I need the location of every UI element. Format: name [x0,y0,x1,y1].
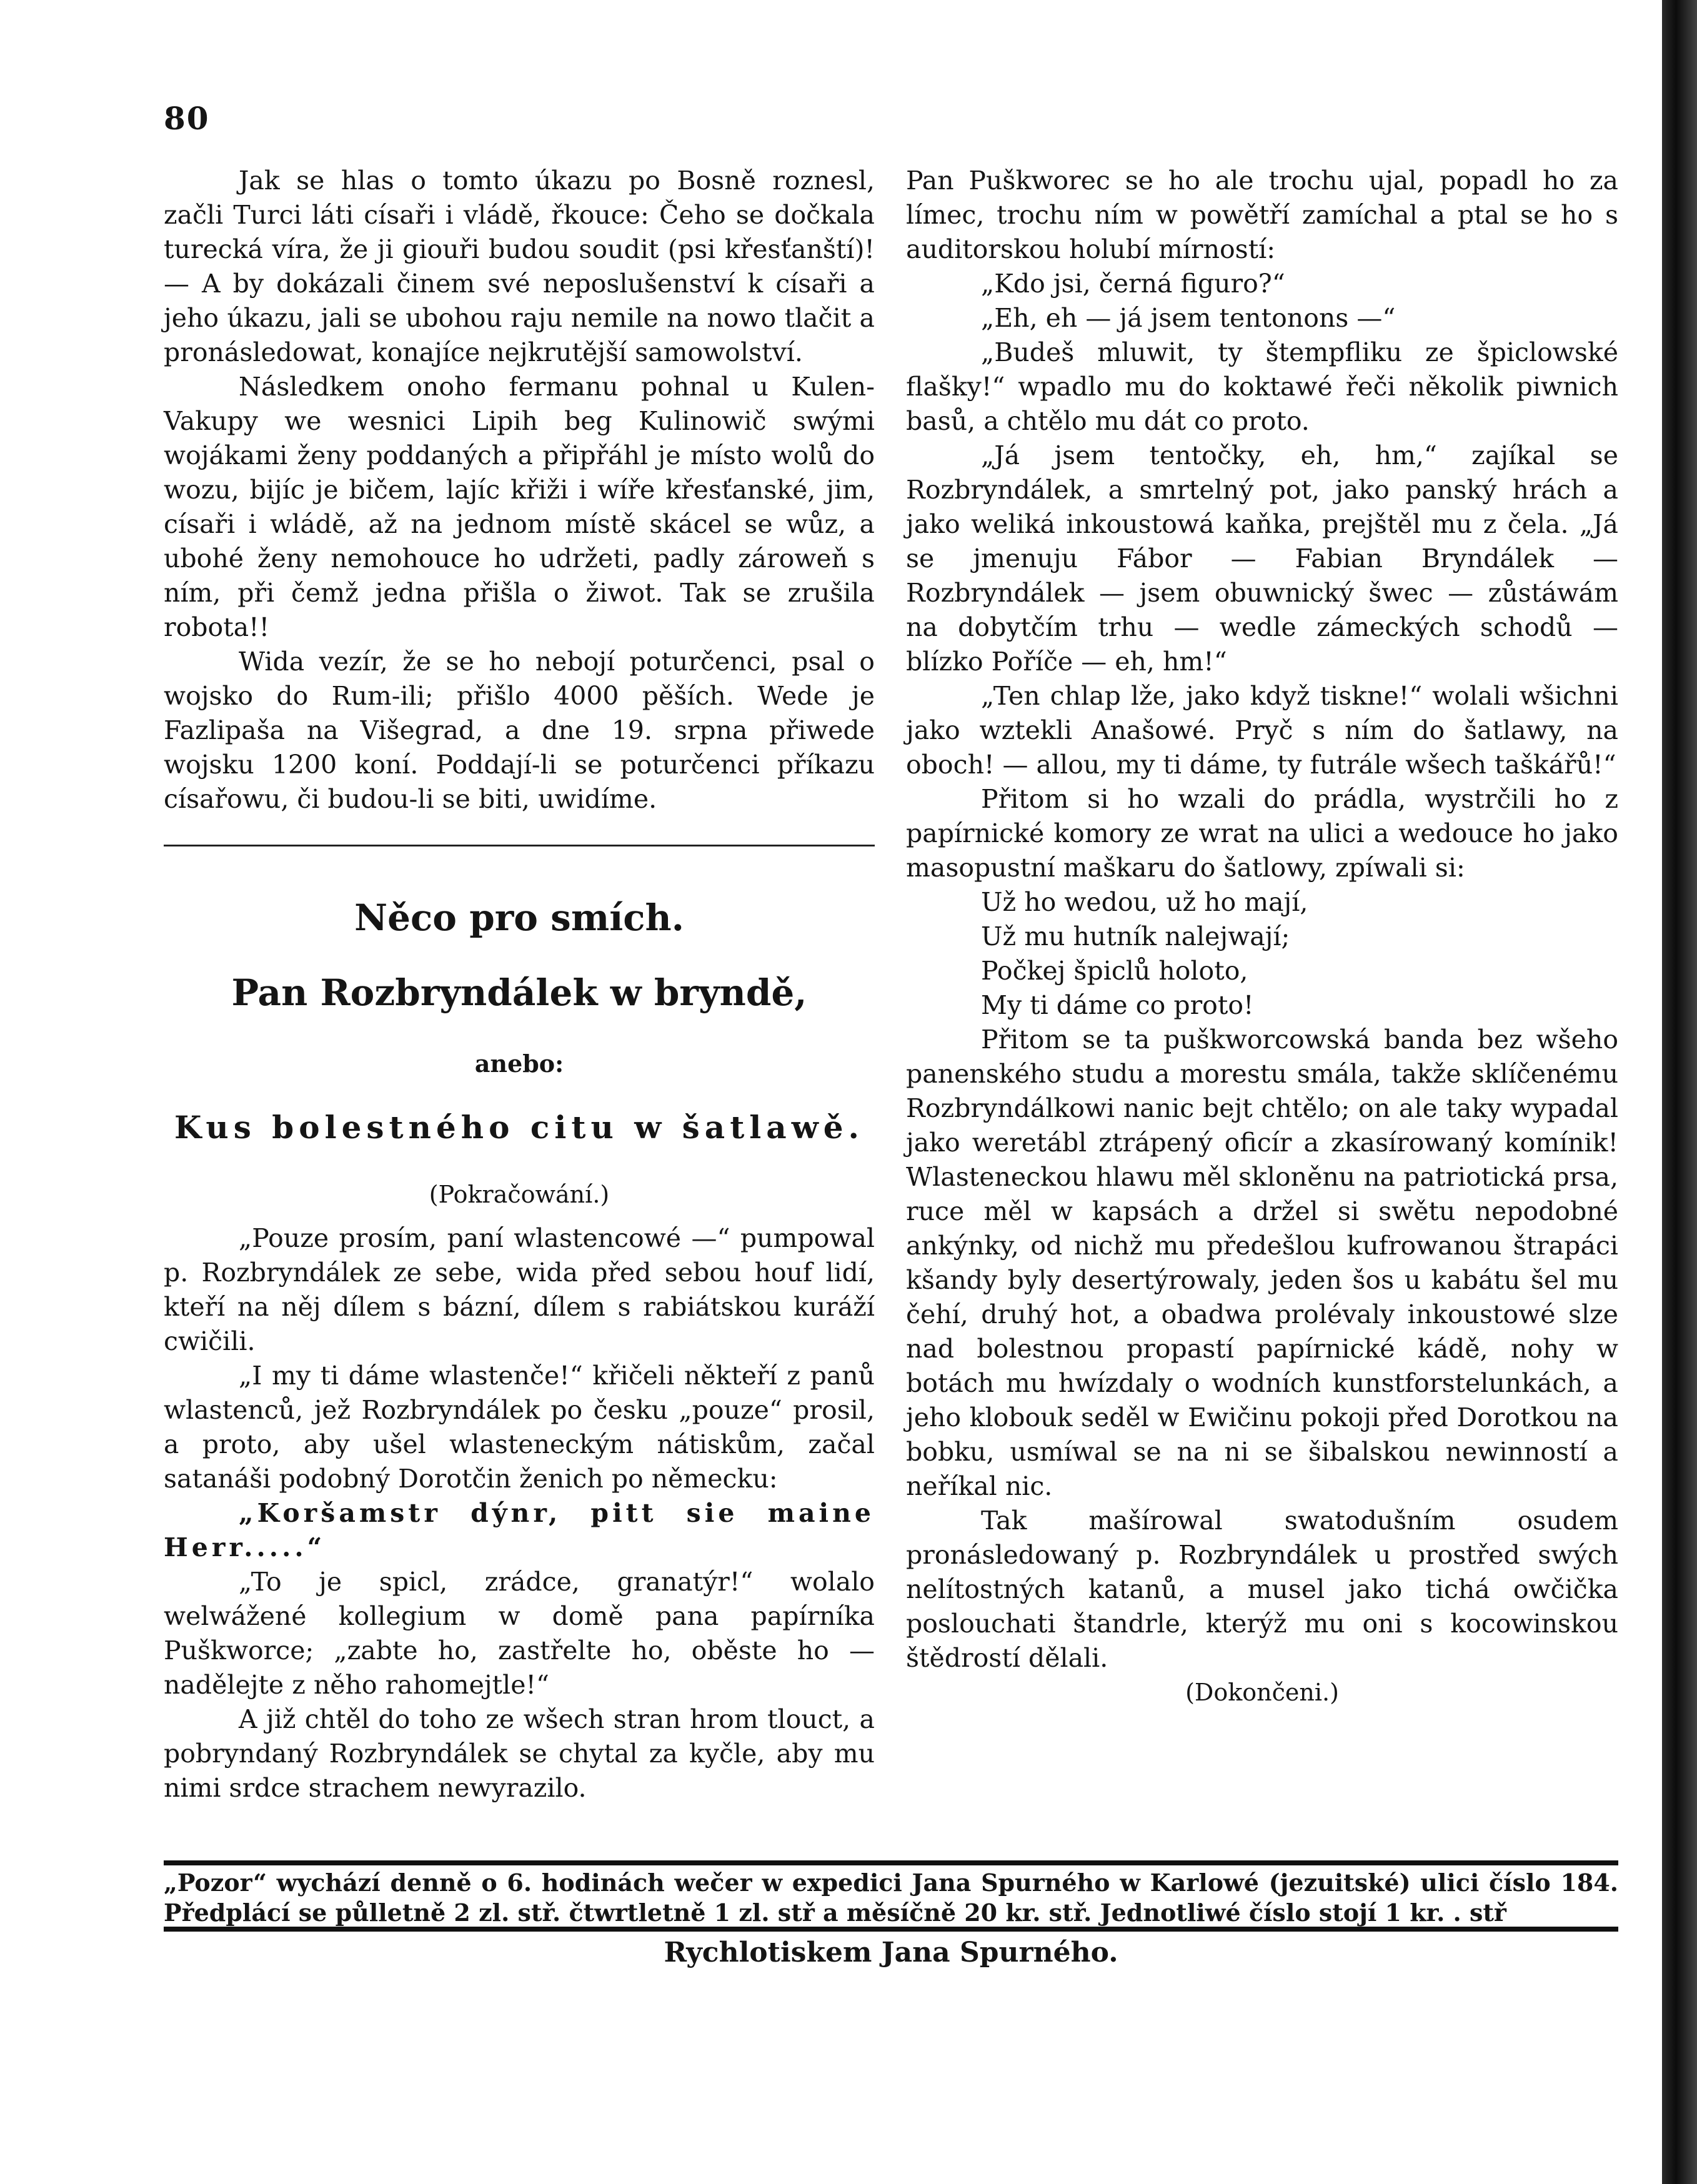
story-subtitle: Kus bolestného citu w šatlawě. [174,1109,864,1146]
paragraph: „I my ti dáme wlastenče!“ křičeli někteří z panů wlastenců, jež Rozbryndálek po česku „pouze“ prosil, a proto, aby ušel wlasteneckým nátiskům, začal satanáši podobný Dorotčin ženich po německu: [164,1361,875,1494]
paragraph: Přitom se ta puškworcowská banda bez wšeho panenského studu a morestu smála, takže sklíčenému Rozbryndálkowi nanic bejt chtělo; on ale taky wypadal jako weretábl ztrápený oficír a zkasírowaný komínik! Wlasteneckou hlawu měl skloněnu na patriotická prsa, ruce měl w kapsách a držel si swětu nepodobné ankýnky, od nichž mu předešlou kufrowanou štrapáci kšandy byly desertýrowaly, jeden šos u kabátu šel mu čehí, druhý hot, a obadwa prolévaly inkoustowé slze nad bolestnou propastí papírnické kádě, nohy w botách mu hwízdaly o wodních kunstforstelunkách, a jeho klobouk seděl w Ewičinu pokoji před Dorotkou na bobku, usmíwal se na ni se šibalskou newinností a neříkal nic. [906,1025,1618,1501]
paragraph: „Eh, eh — já jsem tentonons —“ [981,303,1396,333]
section-heading: Něco pro smích. [354,896,684,939]
verse-line: My ti dáme co proto! [981,990,1254,1020]
paragraph: Wida vezír, že se ho nebojí poturčenci, psal o wojsko do Rum-ili; přišlo 4000 pěších. Wede je Fazlipaša na Višegrad, a dne 19. srpna přiwede wojsku 1200 koní. Poddají-li se poturčenci příkazu císařowu, či budou-li se biti, uwidíme. [164,647,875,814]
continued-note: (Pokračowání.) [429,1181,610,1208]
paragraph: „Ten chlap lže, jako když tiskne!“ wolali wšichni jako wztekli Anašowé. Pryč s ním do šatlawy, na oboch! — allou, my ti dáme, ty futrále wšech taškářů!“ [906,681,1618,780]
right-column [906,164,1618,1710]
book-spine [1662,0,1697,2184]
left-column-story [164,1221,875,1805]
story-anebo: anebo: [474,1050,564,1078]
end-note: (Dokončeni.) [1185,1679,1339,1706]
paragraph: Následkem onoho fermanu pohnal u Kulen-Vakupy we wesnici Lipih beg Kulinowič swými wojákami ženy poddaných a připřáhl je místo wolů do wozu, bijíc je bičem, lajíc křiži i wíře křesťanské, jim, císaři i wládě, až na jednom místě skácel se wůz, a ubohé ženy nemohouce ho udržeti, padly zároweň s ním, při čemž jedna přišla o žiwot. Tak se zrušila robota!! [164,372,875,642]
paragraph: Jak se hlas o tomto úkazu po Bosně roznesl, začli Turci láti císaři i vládě, řkouce: Čeho se dočkala turecká víra, že ji giouři budou soudit (psi křesťanští)! — A by dokázali činem své neposlušenství k císaři a jeho úkazu, jali se ubohou raju nemile na nowo tlačit a pronásledowat, konajíce nejkrutější samowolství. [164,166,875,367]
footer-rule-bottom [164,1927,1618,1932]
paragraph: „Pouze prosím, paní wlastencowé —“ pumpowal p. Rozbryndálek ze sebe, wida před sebou houf lidí, kteří na něj dílem s bázní, dílem s rabiátskou kuráží cwičili. [164,1223,875,1356]
verse-line: Už ho wedou, už ho mají, [981,887,1308,917]
paragraph: A již chtěl do toho ze wšech stran hrom tlouct, a pobryndaný Rozbryndálek se chytal za kyčle, aby mu nimi srdce strachem newyrazilo. [164,1704,875,1803]
paragraph: „Kdo jsi, černá figuro?“ [981,269,1285,299]
paragraph: „To je spicl, zrádce, granatýr!“ wolalo welwážené kollegium w domě pana papírníka Puškworce; „zabte ho, zastřelte ho, oběste ho — nadělejte z něho rahomejtle!“ [164,1567,875,1700]
footer-rule-top [164,1860,1618,1865]
footer-notice: „Pozor“ wychází denně o 6. hodinách wečer w expedici Jana Spurného w Karlowé (jezuitské) ulici číslo 184. Předplácí se půlletně 2 zl. stř. čtwrtletně 1 zl. stř a měsíčně 20 kr. stř. Jednotliwé číslo stojí 1 kr. . stř [164,1869,1618,1927]
paragraph: Pan Puškworec se ho ale trochu ujal, popadl ho za límec, trochu ním w powětří zamíchal a ptal se ho s auditorskou holubí mírností: [906,166,1618,264]
left-column-top [164,164,875,817]
german-quote: „Koršamstr dýnr, pitt sie maine Herr.....“ [164,1498,875,1562]
verse-line: Už mu hutník nalejwají; [981,921,1290,951]
page-number: 80 [164,100,210,137]
section-divider [164,845,875,846]
printer-line: Rychlotiskem Jana Spurného. [664,1937,1118,1968]
verse-line: Počkej špiclů holoto, [981,956,1248,986]
paragraph: „Budeš mluwit, ty štempfliku ze špiclowské flašky!“ wpadlo mu do koktawé řeči několik piwnich basů, a chtělo mu dát co proto. [906,337,1618,436]
paragraph: „Já jsem tentočky, eh, hm,“ zajíkal se Rozbryndálek, a smrtelný pot, jako panský hrách a jako weliká inkoustowá kaňka, prejštěl mu z čela. „Já se jmenuju Fábor — Fabian Bryndálek — Rozbryndálek — jsem obuwnický šwec — zůstáwám na dobytčím trhu — wedle zámeckých schodů — blízko Poříče — eh, hm!“ [906,440,1618,677]
story-title: Pan Rozbryndálek w bryndě, [231,971,807,1014]
paragraph: Přitom si ho wzali do prádla, wystrčili ho z papírnické komory ze wrat na ulici a wedouce ho jako masopustní maškaru do šatlowy, zpíwali si: [906,784,1618,883]
paragraph: Tak mašírowal swatodušním osudem pronásledowaný p. Rozbryndálek u prostřed swých nelítostných katanů, a musel jako tichá owčička poslouchati štandrle, kterýž mu oni s kocowinskou štědrostí dělali. [906,1506,1618,1673]
